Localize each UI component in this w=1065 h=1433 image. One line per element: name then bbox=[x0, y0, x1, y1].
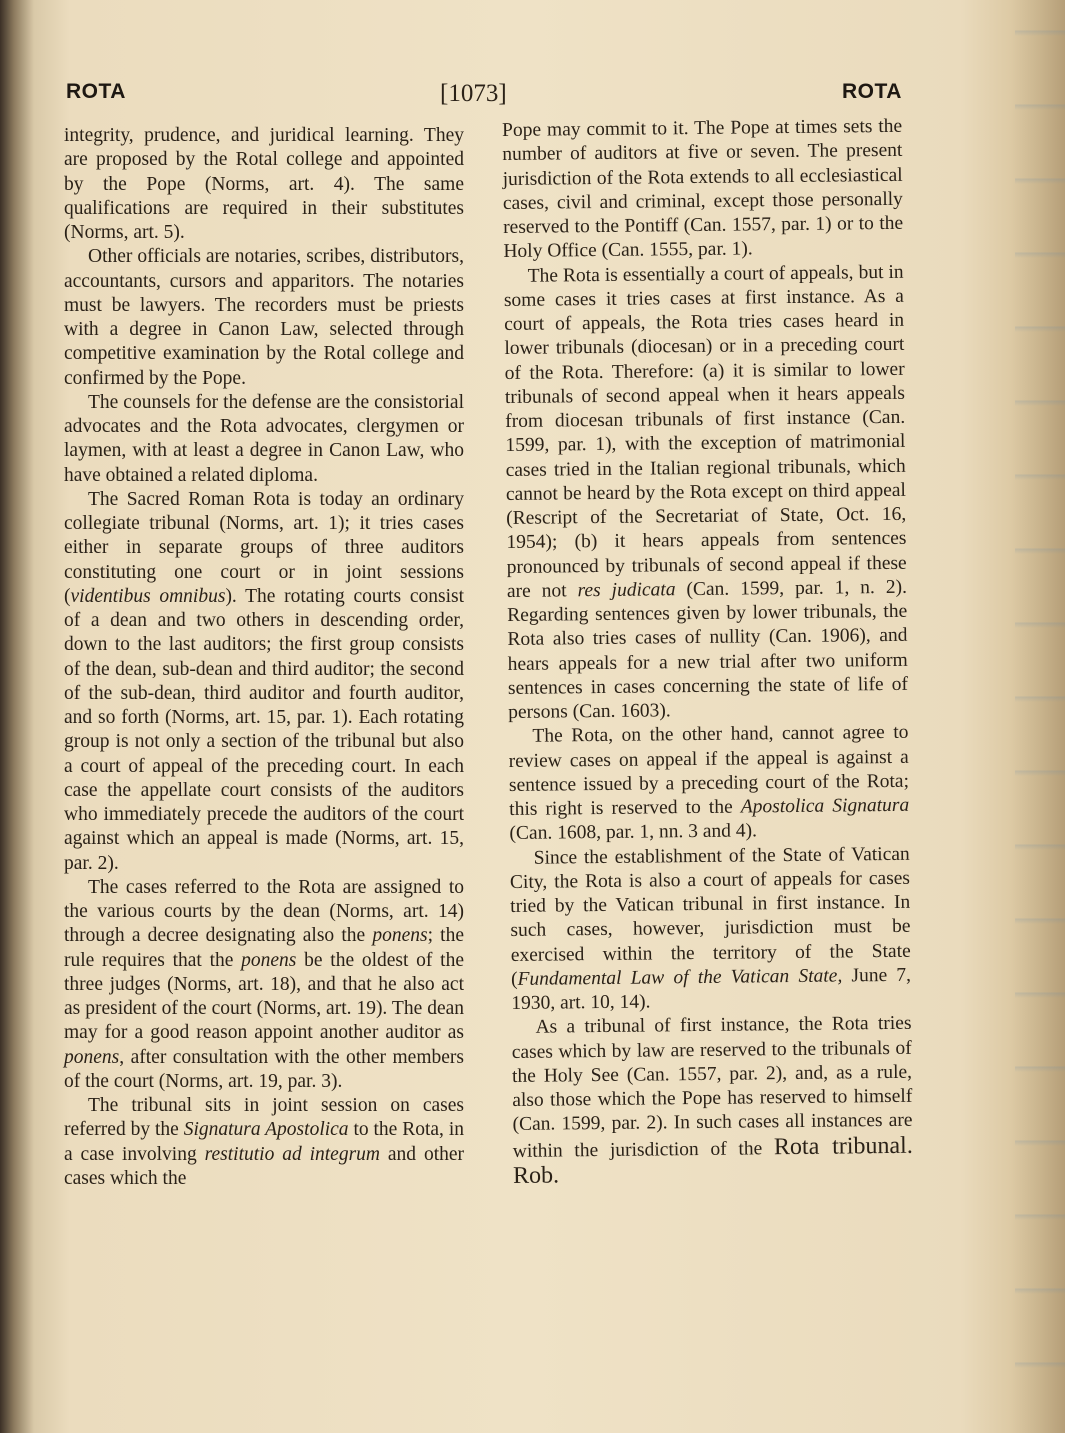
running-head-left: ROTA bbox=[66, 80, 126, 103]
latin-term: Signatura Apostolica bbox=[183, 1119, 349, 1141]
paragraph: The Rota is essentially a court of appeals, but in some cases it tries cases at first instance. As a court of appeals, the Rota tries cases heard in lower tribunals (diocesan) or in a preceding court of the Rota. Therefore: (a) it is similar to lower tribunals of second appeal when it hears appeals from diocesan tribunals of first instance (Can. 1599, par. 1), with the exception of matrimonial cases tried in the Italian regional tribunals, which cannot be heard by the Rota except on third appeal (Rescript of the Secretariat of State, Oct. 16, 1954); (b) it hears appeals from sentences pronounced by tribunals of second appeal if these are not res judicata (Can. 1599, par. 1, n. 2). Regarding sentences given by lower tribunals, the Rota also tries cases of nullity (Can. 1906), and hears appeals for a new trial after two uniform sentences in cases concerning the state of life of persons (Can. 1603). bbox=[503, 261, 909, 723]
latin-term: res judicata bbox=[577, 578, 676, 601]
left-column bbox=[64, 124, 464, 1191]
latin-term: ponens bbox=[241, 949, 297, 971]
page-number: [1073] bbox=[440, 80, 507, 107]
paragraph: The cases referred to the Rota are assigned to the various courts by the dean (Norms, art. 14) through a decree designating also the ponens; the rule requires that the ponens be the oldest of the three judges (Norms, art. 18), and that he also act as president of the court (Norms, art. 19). The dean may for a good reason appoint another auditor as ponens, after consultation with the other members of the court (Norms, art. 19, par. 3). bbox=[64, 876, 464, 1092]
document-title: Fundamental Law of the Vatican State, bbox=[517, 965, 843, 990]
paragraph: The Sacred Roman Rota is today an ordinary collegiate tribunal (Norms, art. 1); it tries cases either in separate groups of three auditors constituting one court or in joint sessions (videntibus omnibus). The rotating courts consist of a dean and two others in descending order, down to the last auditors; the first group consists of the dean, sub-dean and third auditor; the second of the sub-dean, third auditor and fourth auditor, and so forth (Norms, art. 15, par. 1). Each rotating group is not only a section of the tribunal but also a court of appeal of the preceding court. In each case the appellate court consists of the auditors who immediately precede the auditors of the court against which an appeal is made (Norms, art. 15, par. 2). bbox=[64, 488, 464, 874]
paragraph: integrity, prudence, and juridical learning. They are proposed by the Rotal college and appointed by the Pope (Norms, art. 4). The same qualifications are required in their substitutes (Norms, art. 5). bbox=[64, 125, 464, 243]
paragraph: Since the establishment of the State of Vatican City, the Rota is also a court of appeals for cases tried by the Vatican tribunal in first instance. In such cases, however, jurisdiction must be exercised within the territory of the State (Fundamental Law of the Vatican State, June 7, 1930, art. 10, 14). bbox=[509, 843, 912, 1014]
page-edge-shadow bbox=[1015, 0, 1065, 1433]
latin-term: restitutio ad integrum bbox=[204, 1143, 381, 1165]
paragraph: Other officials are notaries, scribes, distributors, accountants, cursors and apparitors. The notaries must be lawyers. The recorders must be priests with a degree in Canon Law, selected through competitive examination by the Rotal college and confirmed by the Pope. bbox=[64, 246, 464, 389]
running-head-right: ROTA bbox=[842, 80, 902, 103]
paragraph: The tribunal sits in joint session on cases referred by the Signatura Apostolica to the Rota, in a case involving restitutio ad integrum and other cases which the bbox=[64, 1095, 465, 1189]
right-column bbox=[502, 115, 913, 1190]
paragraph: As a tribunal of first instance, the Rota tries cases which by law are reserved to the tribunals of the Holy See (Can. 1557, par. 2), and, as a rule, also those which the Pope has reserved to himself (Can. 1599, par. 2). In such cases all instances are within the jurisdiction of the Rota tribunal. Rob. bbox=[511, 1013, 913, 1189]
latin-term: ponens bbox=[372, 925, 428, 947]
paragraph: The Rota, on the other hand, cannot agree to review cases on appeal if the appeal is against a sentence issued by a preceding court of the Rota; this right is reserved to the Apostolica Signatura (Can. 1608, par. 1, nn. 3 and 4). bbox=[508, 722, 910, 845]
paragraph: The counsels for the defense are the consistorial advocates and the Rota advocates, clergymen or laymen, with at least a degree in Canon Law, who have obtained a related diploma. bbox=[64, 391, 464, 486]
paragraph: Pope may commit to it. The Pope at times sets the number of auditors at five or seven. The present jurisdiction of the Rota extends to all ecclesiastical cases, civil and criminal, except those personally reserved to the Pontiff (Can. 1557, par. 1) or to the Holy Office (Can. 1555, par. 1). bbox=[502, 115, 904, 263]
latin-term: ponens bbox=[64, 1046, 120, 1068]
latin-term: Apostolica Signatura bbox=[740, 794, 910, 818]
author-signature: Rota tribunal. Rob. bbox=[512, 1132, 913, 1189]
latin-term: videntibus omnibus bbox=[70, 585, 226, 607]
